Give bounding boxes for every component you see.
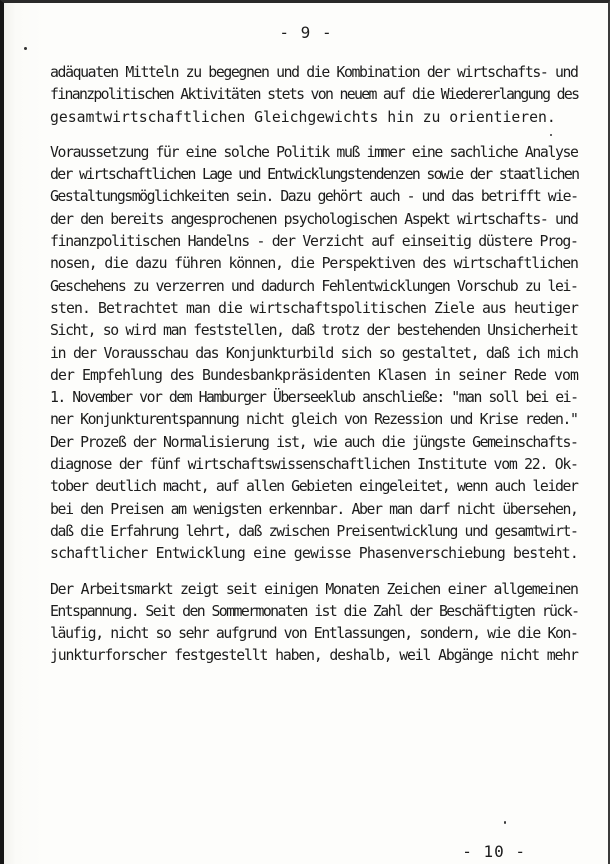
text-line: gesamtwirtschaftlichen Gleichgewichts hin zu orientieren. [50,108,556,126]
paragraph-3 [50,579,580,668]
text-line: in der Vorausschau das Konjunkturbild sich so gestaltet, daß ich mich [50,344,578,362]
text-line: Voraussetzung für eine solche Politik muß immer eine sachliche Analyse [50,143,578,161]
next-page-number: - 10 - [462,842,526,861]
text-line: finanzpolitischen Handelns - der Verzicht auf einseitig düstere Prog- [50,233,578,251]
text-line: nosen, die dazu führen können, die Perspektiven des wirtschaftlichen [50,255,578,273]
text-line: bei den Preisen am wenigsten erkennbar. Aber man darf nicht übersehen, [50,500,578,518]
scan-speck [550,134,552,136]
text-line: sten. Betrachtet man die wirtschaftspolitischen Ziele aus heutiger [50,299,578,317]
text-line: Gestaltungsmöglichkeiten sein. Dazu gehört auch - und das betrifft wie- [50,188,578,206]
text-line: Geschehens zu verzerren und dadurch Fehlentwicklungen Vorschub zu lei- [50,277,578,295]
paragraph-1 [50,62,580,129]
paragraph-gap [50,129,580,142]
text-line: Entspannung. Seit den Sommermonaten ist die Zahl der Beschäftigten rück- [50,602,579,620]
text-line: adäquaten Mitteln zu begegnen und die Kombination der wirtschafts- und [50,64,578,81]
scan-speck [504,821,506,824]
scan-speck [24,47,27,50]
page-number: - 9 - [279,23,333,42]
text-line: finanzpolitischen Aktivitäten stets von neuem auf die Wiedererlangung des [50,86,579,104]
text-line: Der Arbeitsmarkt zeigt seit einigen Monaten Zeichen einer allgemeinen [50,580,578,598]
text-line: Der Prozeß der Normalisierung ist, wie auch die jüngste Gemeinschafts- [50,433,578,451]
text-line: der Empfehlung des Bundesbankpräsidenten Klasen in seiner Rede vom [50,366,578,384]
body-text [50,62,580,668]
text-line: daß die Erfahrung lehrt, daß zwischen Preisentwicklung und gesamtwirt- [50,522,578,540]
text-line: der wirtschaftlichen Lage und Entwicklungstendenzen sowie der staatlichen [50,166,579,184]
text-line: der den bereits angesprochenen psychologischen Aspekt wirtschafts- und [50,210,578,228]
text-line: tober deutlich macht, auf allen Gebieten eingeleitet, wenn auch leider [50,478,578,496]
text-line: Sicht, so wird man feststellen, daß trotz der bestehenden Unsicherheit [50,322,578,340]
paragraph-2 [50,142,580,566]
text-line: ner Konjunkturentspannung nicht gleich von Rezession und Krise reden." [50,411,578,429]
text-line: junkturforscher festgestellt haben, deshalb, weil Abgänge nicht mehr [50,647,578,665]
text-line: 1. November vor dem Hamburger Überseeklub anschließe: "man soll bei ei- [50,389,578,407]
text-line: läufig, nicht so sehr aufgrund von Entlassungen, sondern, wie die Kon- [50,625,578,643]
paragraph-gap [50,566,580,579]
text-line: schaftlicher Entwicklung eine gewisse Phasenverschiebung besteht. [50,545,579,563]
text-line: diagnose der fünf wirtschaftswissenschaftlichen Institute vom 22. Ok- [50,456,578,474]
